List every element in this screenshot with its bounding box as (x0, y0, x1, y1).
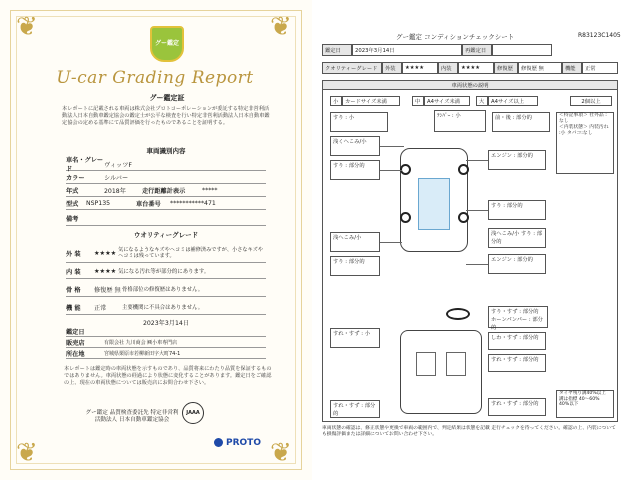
connector-line (380, 170, 402, 171)
label-box: ﾃﾝﾊﾟｰ : 小 (434, 110, 486, 132)
label-box: すり : 小 (330, 112, 388, 132)
interior-text: 気になる汚れ等が部分的にあります。 (118, 269, 210, 275)
special-notes: ＜特記事項＞ 社外品 :なし (559, 113, 607, 124)
seats-label: 2個以上 (570, 96, 612, 106)
interior-row (66, 264, 266, 279)
year-label: 年式 (66, 187, 79, 195)
sheet-id: R83123C1405 (578, 32, 621, 39)
connector-line (380, 146, 404, 147)
ext-label: 外装 (382, 62, 402, 74)
ornament-corner-icon: ❦ (16, 12, 38, 42)
size-large-desc: A4サイズ以上 (488, 96, 538, 106)
connector-line (466, 160, 488, 161)
frame-label: 骨 格 (66, 286, 81, 294)
report-subtitle: グー鑑定証 (149, 94, 185, 102)
chassis-label: 車台番号 (136, 200, 161, 208)
label-box: エンジン : 部分的 (488, 150, 546, 170)
func-label: 機能 (562, 62, 582, 74)
logo-text: グー鑑定 (154, 39, 179, 47)
appraisal-date: 2023年3月14日 (142, 319, 190, 327)
qg-label: クオリティーグレード (322, 62, 382, 74)
exterior-stars: ★★★★ (94, 249, 117, 257)
quality-section-title: ウオリティーグレード (133, 231, 199, 239)
int-stars: ★★★★ (458, 62, 494, 74)
ornament-corner-icon: ❦ (270, 12, 292, 42)
color-value: シルバー (104, 174, 129, 182)
function-row (66, 300, 266, 315)
label-box: しわ・すず : 部分的 (488, 332, 546, 350)
label-box: 浅くへこみ/小 (330, 136, 380, 156)
note-label: 備考 (66, 216, 79, 223)
car-windshield-area (418, 178, 450, 230)
repair-label: 修復歴 (494, 62, 518, 74)
seat-icon (416, 352, 436, 376)
seat-icon (446, 352, 466, 376)
address-label: 所在地 (66, 350, 85, 358)
vehicle-year-row (66, 184, 266, 197)
label-box: すれ・すず : 小 (330, 328, 380, 348)
ext-stars: ★★★★ (402, 62, 438, 74)
sheet-footer: 車両状態の確認は、修正状態や更換で車両の範囲内で、判定結果は状態を記載 走行チェックを待ってください。確認の上、内装についても損傷評価または詳細についてお問い合わせ下さい。 (322, 426, 616, 437)
color-label: カラー (66, 174, 85, 182)
label-box: すれ・すず : 部分的 (488, 398, 546, 416)
address-row (66, 348, 266, 359)
vehicle-grade-row (66, 158, 266, 171)
label-box: 前・後 : 部分的 (492, 112, 550, 132)
appraisal-date-label-row (66, 326, 266, 337)
year-value: 2018年 (104, 187, 126, 195)
size-mid-desc: A4サイズ未満 (424, 96, 470, 106)
exterior-row (66, 244, 266, 263)
tire-legend: タイヤ残り溝40%以上 溝は指標 40〜60% 40%以下 (556, 390, 614, 418)
size-mid: 中 (412, 96, 424, 106)
car-interior-view (400, 330, 482, 414)
sheet-title: グー鑑定 コンディションチェックシート (396, 33, 515, 41)
reissue-label: 再鑑定日 (462, 44, 492, 56)
function-label: 機 能 (66, 304, 81, 312)
connector-line (466, 210, 488, 211)
mileage-label: 走行距離計表示 (142, 187, 186, 195)
interior-stars: ★★★★ (94, 267, 117, 275)
label-box: すれ・すず : 部分的 (488, 354, 546, 372)
footer-note: 本レポートは鑑定時の車両状態を示すものであり、品質将来にわたり品質を保証するものではありません。車両状態の経過により状態に変化することがあります。鑑定日をご確認の上、現在の車両状態については販売店にお問合わせ下さい。 (64, 366, 272, 387)
size-small: 小 (330, 96, 342, 106)
frame-text: 骨格部位の修復歴はありません。 (122, 287, 204, 293)
frame-row (66, 282, 266, 297)
label-box: すり : 部分的 (330, 256, 380, 276)
model-label: 型式 (66, 200, 79, 208)
function-text: 主要機関に不具合はありません。 (122, 305, 204, 311)
proto-logo-icon (214, 438, 223, 447)
size-large: 大 (476, 96, 488, 106)
section-title: 車両状態の説明 (322, 80, 618, 90)
label-box: すり・すず : 部分的 ホーンパンパー : 部分的 (488, 306, 548, 328)
grade-label: 車名・グレード (66, 157, 104, 173)
condition-check-sheet (316, 0, 640, 480)
int-label: 内装 (438, 62, 458, 74)
connector-line (380, 242, 402, 243)
label-box: すれ・すず : 部分的 (330, 400, 380, 418)
connector-line (466, 264, 488, 265)
intro-text: 本レポートに記載される車両は株式会社プロトコーポレーションが委託する特定非営利活動法人日本自動車鑑定協会の鑑定士が公平な検査を行い特定非営利活動法人日本自動車鑑定協会の定める基準にて品質評価を行ったものであることを証明する。 (62, 106, 270, 127)
label-box: すり : 部分的 (488, 200, 546, 220)
label-box: すり : 部分的 (330, 160, 380, 180)
label-box: エンジン : 部分的 (488, 254, 546, 274)
chassis-value: ***********471 (170, 199, 216, 207)
ornament-corner-icon: ❦ (16, 438, 38, 468)
mileage-value: ***** (202, 186, 218, 194)
interior-label: 内 装 (66, 268, 81, 276)
frame-value: 修復歴 無 (94, 286, 121, 294)
wheel-icon (400, 212, 411, 223)
shop-label: 販売店 (66, 339, 85, 347)
goo-appraisal-logo (150, 26, 184, 62)
function-value: 正常 (94, 304, 107, 312)
grade-value: ヴィッツF (104, 161, 132, 169)
exterior-label: 外 装 (66, 250, 81, 258)
repair-value: 修復歴 無 (518, 62, 562, 74)
vehicle-color-row (66, 171, 266, 184)
report-title: U-car Grading Report (56, 68, 254, 88)
label-box: 浅へこみ/小 (330, 232, 380, 252)
jaaa-logo: JAAA (182, 402, 204, 424)
wheel-icon (458, 164, 469, 175)
date-value: 2023年3月14日 (352, 44, 462, 56)
exterior-text: 気になるようなキズやヘコミは補修済みですが、小さなキズやヘコミは残っています。 (118, 247, 264, 259)
vehicle-section-title: 車両識別内容 (146, 147, 186, 155)
shop-value: 有限会社 九川商会 ㈱小車専門店 (104, 339, 178, 346)
grading-report-certificate (0, 0, 312, 480)
signature-text: グー鑑定 品質検査委託先 特定非営利活動法人 日本自動車鑑定協会 (85, 410, 179, 423)
ornament-corner-icon: ❦ (270, 438, 292, 468)
address-value: 宮城県栗原市若柳新田字大町74-1 (104, 350, 181, 357)
interior-notes: ＜内装状態＞ 内装汚れ :小 タバコ:なし (559, 125, 609, 136)
special-notes-box (556, 112, 614, 174)
model-value: NSP135 (86, 199, 111, 207)
steering-wheel-icon (446, 308, 470, 320)
shop-row (66, 337, 266, 348)
vehicle-note-row (66, 212, 266, 226)
appraisal-date-label: 鑑定日 (66, 328, 85, 336)
proto-logo: PROTO (226, 438, 261, 448)
reissue-value (492, 44, 552, 56)
date-label: 鑑定日 (322, 44, 352, 56)
label-box: 浅へこみ/小 すり : 部分的 (488, 228, 546, 248)
func-value: 正常 (582, 62, 618, 74)
vehicle-model-row (66, 197, 266, 210)
wheel-icon (458, 212, 469, 223)
size-small-desc: カードサイズ未満 (342, 96, 400, 106)
